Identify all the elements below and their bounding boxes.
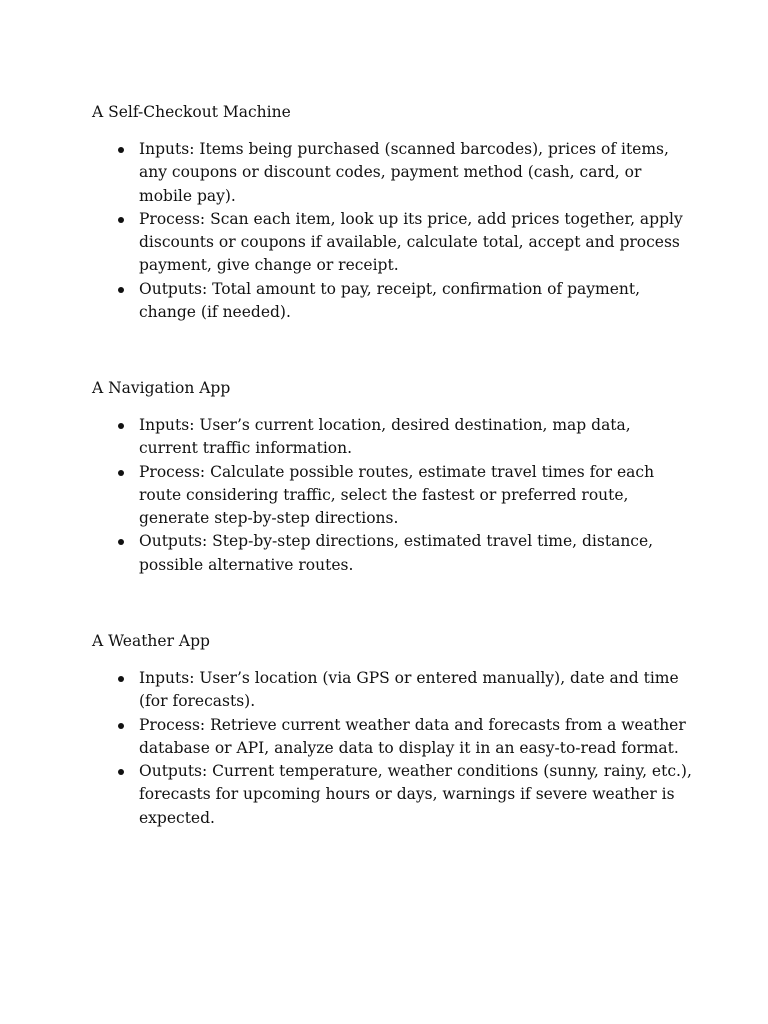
bullet-icon <box>118 723 124 729</box>
bullet-icon <box>118 470 124 476</box>
bullet-icon <box>118 769 124 775</box>
bullet-text: Outputs: Step-by-step directions, estimated travel time, distance, possible alternative routes. <box>139 532 654 574</box>
bullet-list <box>92 138 692 324</box>
bullet-text: Inputs: Items being purchased (scanned barcodes), prices of items, any coupons or discount codes, payment method (cash, card, or mobile pay). <box>139 140 669 205</box>
section-weather-app <box>92 630 692 830</box>
section-self-checkout <box>92 101 692 324</box>
bullet-icon <box>118 147 124 153</box>
section-navigation-app <box>92 377 692 577</box>
section-heading: A Weather App <box>92 632 210 650</box>
bullet-icon <box>118 287 124 293</box>
bullet-text: Process: Calculate possible routes, estimate travel times for each route considering traffic, select the fastest or preferred route, generate step-by-step directions. <box>139 462 655 528</box>
bullet-item-process <box>92 714 692 761</box>
bullet-text: Outputs: Current temperature, weather conditions (sunny, rainy, etc.), forecasts for upcoming hours or days, warnings if severe weather is expected. <box>139 762 692 827</box>
bullet-text: Inputs: User’s location (via GPS or entered manually), date and time (for forecasts). <box>139 669 679 711</box>
bullet-list <box>92 414 692 577</box>
bullet-text: Process: Scan each item, look up its price, add prices together, apply discounts or coupons if available, calculate total, accept and process payment, give change or receipt. <box>139 209 683 275</box>
bullet-icon <box>118 423 124 429</box>
bullet-text: Inputs: User’s current location, desired destination, map data, current traffic information. <box>139 416 631 458</box>
bullet-item-inputs <box>92 667 692 714</box>
bullet-item-outputs <box>92 278 692 325</box>
bullet-text: Process: Retrieve current weather data and forecasts from a weather database or API, analyze data to display it in an easy-to-read format. <box>139 715 686 757</box>
bullet-list <box>92 667 692 830</box>
bullet-icon <box>118 217 124 223</box>
bullet-item-outputs <box>92 760 692 830</box>
bullet-item-inputs <box>92 414 692 461</box>
bullet-item-outputs <box>92 530 692 577</box>
section-heading: A Self-Checkout Machine <box>92 103 291 121</box>
bullet-text: Outputs: Total amount to pay, receipt, confirmation of payment, change (if needed). <box>139 279 641 322</box>
section-heading: A Navigation App <box>92 379 231 397</box>
bullet-item-process <box>92 208 692 278</box>
bullet-icon <box>118 676 124 682</box>
bullet-item-process <box>92 461 692 531</box>
bullet-icon <box>118 539 124 545</box>
bullet-item-inputs <box>92 138 692 208</box>
